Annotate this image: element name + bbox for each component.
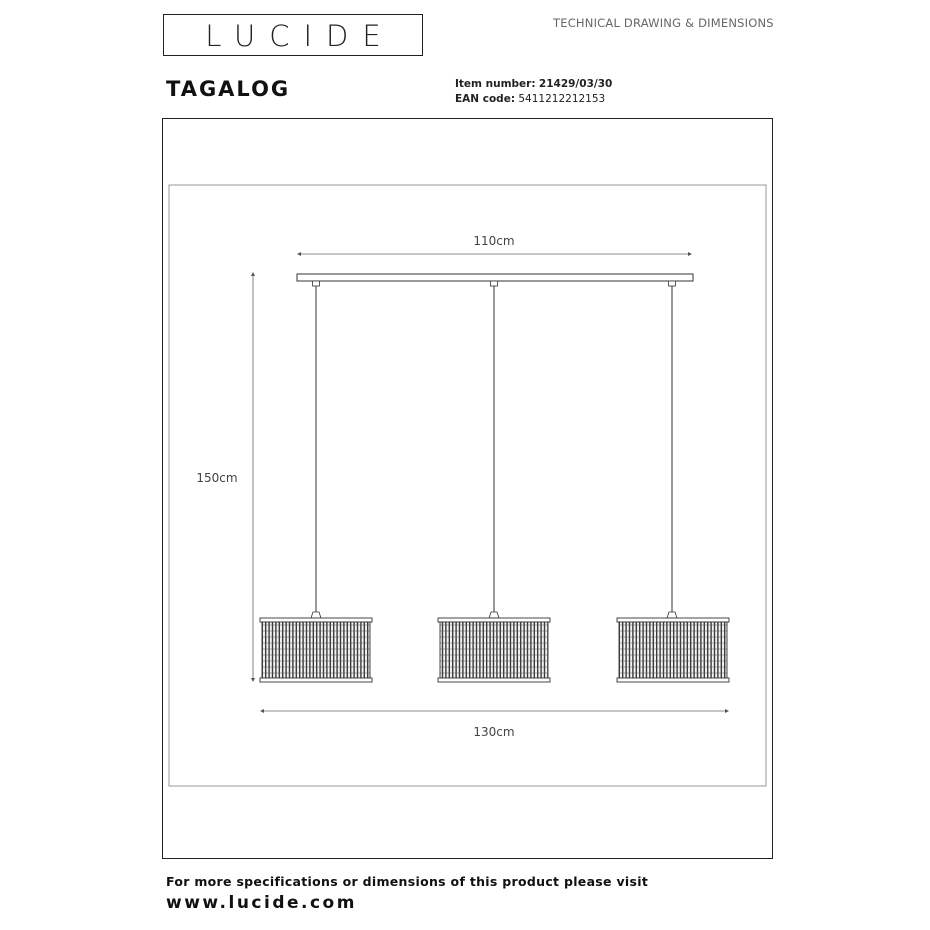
brand-logo (163, 14, 423, 56)
item-number-value: 21429/03/30 (538, 78, 613, 90)
height-label: 150cm (196, 471, 238, 485)
document-type: TECHNICAL DRAWING & DIMENSIONS (553, 16, 774, 30)
logo-text: LUCIDE (205, 19, 395, 53)
shade-top-rim (260, 618, 372, 622)
website-link[interactable]: www.lucide.com (166, 893, 357, 913)
pendant-right (617, 281, 729, 682)
technical-drawing (162, 118, 773, 859)
pendant-left (260, 281, 372, 682)
ceiling-canopy-bar (297, 274, 693, 281)
shade-connector (489, 612, 499, 618)
cable-fixing (669, 281, 676, 286)
shade-top-rim (617, 618, 729, 622)
cable-fixing (313, 281, 320, 286)
item-number-row (455, 78, 612, 90)
pendant-center (438, 281, 550, 682)
item-number-label: Item number: (455, 78, 536, 90)
rattan-shade (619, 622, 727, 678)
shade-bottom-rim (260, 678, 372, 682)
shade-bottom-rim (438, 678, 550, 682)
cable-fixing (491, 281, 498, 286)
ean-value: 5411212212153 (518, 93, 606, 105)
shade-top-rim (438, 618, 550, 622)
ean-label: EAN code: (455, 93, 516, 105)
shade-connector (311, 612, 321, 618)
footer-note: For more specifications or dimensions of this product please visit (166, 874, 649, 889)
shade-bottom-rim (617, 678, 729, 682)
rattan-shade (262, 622, 370, 678)
canopy-width-label: 110cm (473, 234, 515, 248)
total-width-label: 130cm (473, 725, 515, 739)
shade-connector (667, 612, 677, 618)
ean-row (455, 93, 605, 105)
rattan-shade (440, 622, 548, 678)
product-name: TAGALOG (166, 77, 291, 101)
